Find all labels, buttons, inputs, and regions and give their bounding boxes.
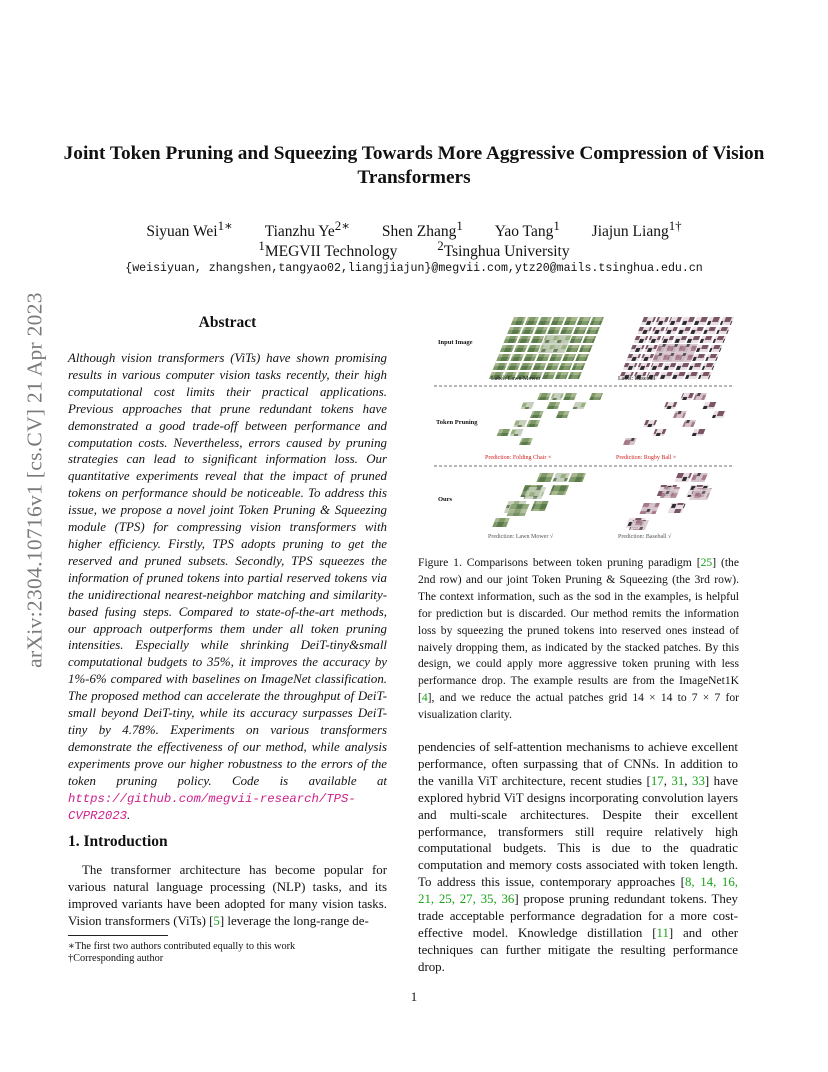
author: Tianzhu $Ye^{2∗}$: [264, 218, 350, 241]
row-label-pruning: Token Pruning: [436, 419, 478, 426]
citation-link[interactable]: 25: [700, 556, 713, 569]
intro-paragraph-continued: pendencies of self-attention mechanisms to achieve excellent performance, often surpassing that of CNNs. In addition to the vanilla ViT architecture, recent studies [17, 31, 33] have explored hybrid ViT designs incorporating convolution layers and multi-scale architectures. Despite their excellent performance, transformers still require relatively high computational budgets. This is due to the quadratic computation and memory costs associated with token length. To address this issue, contemporary approaches [8, 14, 16, 21, 25, 27, 35, 36] propose pruning redundant tokens. They trade acceptable performance degradation for a more cost-effective model. Knowledge distillation [11] and other techniques can further mitigate the resulting performance drop.: [418, 740, 739, 974]
ours-lawn-mower-patches: [492, 473, 586, 527]
affiliation: $^1$MEGVII Technology: [258, 238, 398, 261]
figure-1: [418, 305, 740, 545]
arxiv-stamp: [22, 285, 47, 675]
citation-link[interactable]: 33: [692, 773, 705, 788]
intro-heading: 1. Introduction: [68, 833, 168, 850]
pruned-lawn-mower-patches: [493, 393, 603, 445]
pruning-prediction-lawn: Prediction: Folding Chair ×: [485, 455, 552, 461]
abstract-heading: Abstract: [198, 314, 257, 331]
citation-link[interactable]: 31: [671, 773, 685, 788]
author: Shen Zhang$^1$: [381, 218, 463, 241]
ours-prediction-lawn: Prediction: Lawn Mower √: [488, 534, 554, 540]
figure-1-caption: Figure 1. Comparisons between token pruning paradigm [25] (the 2nd row) and our joint Token Pruning & Squeezing (the 3rd row). The context information, such as the sod in the examples, is helpful for prediction but is discarded. Our method remits the information loss by squeezing the pruned tokens into reserved ones instead of naively dropping them, as indicated by the stacked patches. By this design, we could apply more aggressive token pruning with less performance drop. The example results are from the ImageNet1K [4], and we reduce the actual patches grid 14 × 14 to 7 × 7 for visualization clarity.: [418, 556, 739, 722]
row-label-input: Input Image: [438, 339, 473, 346]
label-baseball: Label: Baseball: [618, 376, 656, 382]
arxiv-stamp-text: arXiv:2304.10716v1 [cs.CV] 21 Apr 2023: [22, 292, 46, 668]
footnote-equal-contribution: ∗The first two authors contributed equally to this work: [68, 941, 296, 952]
affiliation-list: [0, 238, 828, 261]
page-number: 1: [410, 990, 418, 1004]
author: Jiajun Liang$^{1\dagger}$: [591, 218, 682, 241]
input-baseball-patches: [619, 317, 734, 379]
ours-baseball-patches: [625, 473, 718, 530]
footnote-corresponding: †Corresponding author: [68, 953, 164, 964]
author-emails: {weisiyuan, zhangshen,tangyao02,liangjiajun}@megvii.com,ytz20@mails.tsinghua.edu.cn: [125, 262, 703, 275]
abstract-body: Although vision transformers (ViTs) have shown promising results in various computer vision tasks recently, their high computational cost limits their practical applications. Previous approaches that prune redundant tokens have demonstrated a good trade-off between performance and computation costs. Nevertheless, errors caused by pruning strategies can lead to significant information loss. Our quantitative experiments reveal that the impact of pruned tokens on performance should be noticeable. To address this issue, we propose a novel joint Token Pruning & Squeezing module (TPS) for compressing vision transformers with higher efficiency. Firstly, TPS adopts pruning to get the reserved and pruned subsets. Secondly, TPS squeezes the information of pruned tokens into partial reserved tokens via the unidirectional nearest-neighbor matching and similarity-based fusing steps. Compared to state-of-the-art methods, our approach outperforms them under all token pruning intensities. Especially while shrinking DeiT-tiny&small computational budgets to 35%, it improves the accuracy by 1%-6% compared with baselines on ImageNet classification. The proposed method can accelerate the throughput of DeiT-small beyond DeiT-tiny, while its accuracy surpasses DeiT-tiny by 4.78%. Experiments on various transformers demonstrate the effectiveness of our method, while analysis experiments prove our higher robustness to the errors of the token pruning policy. Code is available at https://github.com/megvii-research/TPS-CVPR2023.: [68, 351, 387, 824]
author: Yao Tang$^1$: [494, 218, 560, 241]
affiliation: $^2$Tsinghua University: [437, 238, 570, 261]
citation-link[interactable]: 17: [650, 773, 664, 788]
citation-link[interactable]: 11: [656, 925, 669, 940]
citation-link[interactable]: 4: [421, 691, 428, 705]
input-lawn-mower-patches: [489, 317, 604, 379]
intro-paragraph: The transformer architecture has become popular for various natural language processing (NLP) tasks, and its improved variants have been adopted for many vision tasks. Vision transformers (ViTs) [5] leverage the long-range de-: [68, 863, 387, 928]
footnote-rule: [68, 935, 168, 936]
row-label-ours: Ours: [438, 496, 453, 503]
author: Siyuan Wei$^{1∗}$: [146, 218, 233, 241]
pruned-baseball-patches: [623, 393, 733, 445]
citation-link[interactable]: 8, 14, 16, 21, 25, 27, 35, 36: [418, 875, 738, 907]
code-link[interactable]: https://github.com/megvii-research/TPS-CVPR2023: [68, 791, 356, 824]
ours-prediction-baseball: Prediction: Baseball √: [618, 534, 672, 540]
figure-1-graphic: [418, 305, 740, 545]
paper-title: Joint Token Pruning and Squeezing Towards More Aggressive Compression of Vision Transformers: [63, 143, 765, 188]
pruning-prediction-baseball: Prediction: Rugby Ball ×: [616, 455, 677, 461]
label-lawn-mower: Label: Lawn Mower: [491, 376, 541, 382]
citation-link[interactable]: 5: [213, 913, 220, 928]
